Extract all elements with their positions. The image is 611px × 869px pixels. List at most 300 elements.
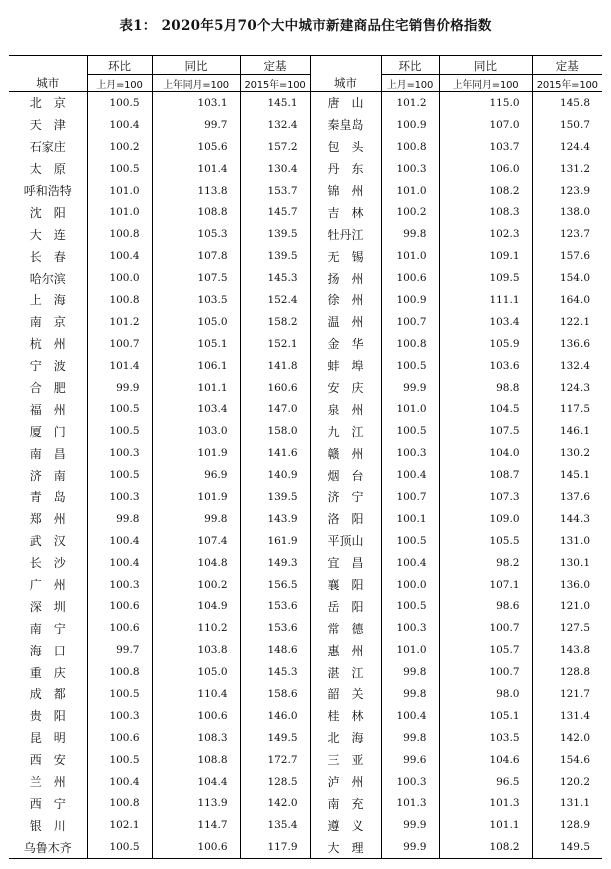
city-name-left: 大 连 xyxy=(29,227,66,242)
mom-value-right: 100.4 xyxy=(381,705,439,727)
mom-value-left: 100.6 xyxy=(87,617,152,639)
mom-value-right: 100.8 xyxy=(381,333,439,355)
yoy-value-left: 99.7 xyxy=(152,114,240,136)
city-name-right: 常 德 xyxy=(310,617,381,639)
mom-value-left: 100.8 xyxy=(87,661,152,683)
fixed-header-left: 定基 xyxy=(240,56,310,75)
table-row xyxy=(9,814,602,836)
city-name-left: 呼和浩特 xyxy=(23,184,72,198)
city-name-right: 扬 州 xyxy=(310,267,381,289)
yoy-base-left: 上年同月=100 xyxy=(152,75,240,92)
yoy-value-right: 108.7 xyxy=(439,464,532,486)
city-name-left: 南 昌 xyxy=(29,446,66,461)
table-row xyxy=(9,749,602,771)
mom-value-left: 100.5 xyxy=(87,398,152,420)
mom-value-right: 99.8 xyxy=(381,223,439,245)
city-name-left: 重 庆 xyxy=(29,665,66,680)
mom-value-right: 101.0 xyxy=(381,639,439,661)
yoy-value-left: 110.4 xyxy=(152,683,240,705)
city-name-right: 温 州 xyxy=(310,311,381,333)
mom-value-left: 100.4 xyxy=(87,114,152,136)
fixed-value-right: 136.6 xyxy=(532,333,602,355)
city-name-right: 大 理 xyxy=(310,836,381,858)
city-name-left: 深 圳 xyxy=(29,599,66,614)
fixed-value-right: 117.5 xyxy=(532,398,602,420)
table-row xyxy=(9,289,602,311)
mom-value-left: 102.1 xyxy=(87,814,152,836)
mom-value-left: 99.9 xyxy=(87,377,152,399)
fixed-value-right: 154.6 xyxy=(532,749,602,771)
yoy-value-left: 104.4 xyxy=(152,771,240,793)
yoy-value-right: 104.6 xyxy=(439,749,532,771)
fixed-value-left: 172.7 xyxy=(240,749,310,771)
fixed-value-left: 152.1 xyxy=(240,333,310,355)
yoy-value-right: 111.1 xyxy=(439,289,532,311)
mom-value-left: 100.5 xyxy=(87,158,152,180)
mom-value-left: 99.8 xyxy=(87,508,152,530)
yoy-value-right: 109.1 xyxy=(439,245,532,267)
mom-value-right: 100.7 xyxy=(381,311,439,333)
fixed-value-left: 141.6 xyxy=(240,442,310,464)
yoy-header-right: 同比 xyxy=(439,56,532,75)
table-row xyxy=(9,267,602,289)
fixed-value-left: 145.7 xyxy=(240,201,310,223)
city-name-right: 南 充 xyxy=(310,793,381,815)
yoy-value-left: 108.8 xyxy=(152,749,240,771)
yoy-value-right: 96.5 xyxy=(439,771,532,793)
mom-value-left: 100.8 xyxy=(87,289,152,311)
city-name-right: 遵 义 xyxy=(310,814,381,836)
mom-value-right: 100.8 xyxy=(381,136,439,158)
yoy-value-right: 100.7 xyxy=(439,617,532,639)
yoy-value-left: 96.9 xyxy=(152,464,240,486)
yoy-base-right: 上年同月=100 xyxy=(439,75,532,92)
fixed-value-left: 153.7 xyxy=(240,180,310,202)
yoy-value-right: 108.2 xyxy=(439,836,532,858)
city-name-left: 郑 州 xyxy=(29,512,66,527)
mom-value-left: 100.5 xyxy=(87,836,152,858)
city-name-right: 唐 山 xyxy=(310,92,381,114)
city-name-left: 长 沙 xyxy=(29,556,66,571)
yoy-value-right: 103.4 xyxy=(439,311,532,333)
city-name-left: 厦 门 xyxy=(29,424,66,439)
yoy-value-right: 102.3 xyxy=(439,223,532,245)
fixed-value-left: 128.5 xyxy=(240,771,310,793)
fixed-value-right: 132.4 xyxy=(532,355,602,377)
mom-value-left: 100.4 xyxy=(87,530,152,552)
fixed-value-right: 164.0 xyxy=(532,289,602,311)
mom-header-right: 环比 xyxy=(381,56,439,75)
table-row xyxy=(9,333,602,355)
fixed-value-left: 152.4 xyxy=(240,289,310,311)
city-name-right: 平顶山 xyxy=(310,530,381,552)
table-row xyxy=(9,508,602,530)
mom-value-right: 100.5 xyxy=(381,355,439,377)
yoy-value-left: 103.4 xyxy=(152,398,240,420)
city-name-right: 岳 阳 xyxy=(310,595,381,617)
fixed-value-right: 124.3 xyxy=(532,377,602,399)
fixed-value-right: 128.9 xyxy=(532,814,602,836)
yoy-value-right: 108.3 xyxy=(439,201,532,223)
mom-value-left: 100.6 xyxy=(87,727,152,749)
table-row xyxy=(9,158,602,180)
fixed-value-right: 131.2 xyxy=(532,158,602,180)
yoy-value-left: 113.9 xyxy=(152,793,240,815)
fixed-value-right: 130.1 xyxy=(532,552,602,574)
city-name-left: 海 口 xyxy=(29,643,66,658)
fixed-value-left: 117.9 xyxy=(240,836,310,858)
fixed-value-left: 130.4 xyxy=(240,158,310,180)
yoy-value-left: 108.8 xyxy=(152,201,240,223)
city-name-left: 太 原 xyxy=(29,162,66,177)
city-name-right: 秦皇岛 xyxy=(310,114,381,136)
fixed-value-left: 146.0 xyxy=(240,705,310,727)
yoy-value-right: 101.3 xyxy=(439,793,532,815)
mom-value-right: 100.9 xyxy=(381,289,439,311)
mom-base-right: 上月=100 xyxy=(381,75,439,92)
city-name-left: 济 南 xyxy=(29,468,66,483)
yoy-value-right: 103.5 xyxy=(439,727,532,749)
city-name-left: 上 海 xyxy=(29,293,66,308)
yoy-value-left: 108.3 xyxy=(152,727,240,749)
mom-value-left: 100.2 xyxy=(87,136,152,158)
yoy-value-right: 115.0 xyxy=(439,92,532,114)
city-name-left: 乌鲁木齐 xyxy=(23,840,72,855)
city-name-right: 安 庆 xyxy=(310,377,381,399)
fixed-value-left: 143.9 xyxy=(240,508,310,530)
city-name-left: 武 汉 xyxy=(29,534,66,549)
fixed-value-left: 158.2 xyxy=(240,311,310,333)
city-name-right: 蚌 埠 xyxy=(310,355,381,377)
city-name-left: 西 安 xyxy=(29,753,66,768)
mom-value-left: 100.8 xyxy=(87,793,152,815)
mom-value-left: 100.3 xyxy=(87,442,152,464)
fixed-value-left: 153.6 xyxy=(240,595,310,617)
table-row xyxy=(9,617,602,639)
mom-value-right: 101.0 xyxy=(381,180,439,202)
fixed-value-left: 142.0 xyxy=(240,793,310,815)
table-row xyxy=(9,136,602,158)
mom-value-left: 100.4 xyxy=(87,771,152,793)
table-row xyxy=(9,245,602,267)
fixed-value-left: 145.3 xyxy=(240,661,310,683)
mom-header-left: 环比 xyxy=(87,56,152,75)
table-row xyxy=(9,530,602,552)
mom-value-right: 100.5 xyxy=(381,420,439,442)
yoy-value-right: 98.0 xyxy=(439,683,532,705)
mom-value-left: 101.2 xyxy=(87,311,152,333)
mom-value-right: 101.0 xyxy=(381,245,439,267)
mom-value-right: 99.9 xyxy=(381,814,439,836)
yoy-value-left: 100.2 xyxy=(152,574,240,596)
mom-value-left: 100.5 xyxy=(87,749,152,771)
mom-value-left: 100.6 xyxy=(87,595,152,617)
table-row xyxy=(9,552,602,574)
city-name-left: 天 津 xyxy=(29,118,66,133)
city-name-right: 烟 台 xyxy=(310,464,381,486)
city-name-left: 哈尔滨 xyxy=(29,271,66,286)
fixed-value-right: 131.4 xyxy=(532,705,602,727)
mom-value-right: 99.8 xyxy=(381,683,439,705)
city-name-left: 沈 阳 xyxy=(29,205,66,220)
table-row xyxy=(9,398,602,420)
fixed-value-right: 124.4 xyxy=(532,136,602,158)
yoy-value-right: 108.2 xyxy=(439,180,532,202)
yoy-value-left: 105.0 xyxy=(152,661,240,683)
mom-value-right: 99.9 xyxy=(381,377,439,399)
city-name-left: 石家庄 xyxy=(29,140,66,155)
mom-value-right: 100.1 xyxy=(381,508,439,530)
yoy-value-right: 106.0 xyxy=(439,158,532,180)
mom-value-left: 100.4 xyxy=(87,245,152,267)
fixed-value-left: 148.6 xyxy=(240,639,310,661)
mom-value-right: 101.0 xyxy=(381,398,439,420)
yoy-value-right: 101.1 xyxy=(439,814,532,836)
city-name-right: 赣 州 xyxy=(310,442,381,464)
yoy-value-left: 106.1 xyxy=(152,355,240,377)
yoy-value-right: 104.5 xyxy=(439,398,532,420)
mom-value-left: 100.7 xyxy=(87,333,152,355)
yoy-value-left: 105.1 xyxy=(152,333,240,355)
city-name-right: 九 江 xyxy=(310,420,381,442)
mom-value-left: 100.5 xyxy=(87,420,152,442)
city-header-left: 城市 xyxy=(9,56,87,92)
fixed-value-right: 121.7 xyxy=(532,683,602,705)
yoy-value-left: 105.3 xyxy=(152,223,240,245)
yoy-value-left: 101.9 xyxy=(152,486,240,508)
yoy-value-right: 98.6 xyxy=(439,595,532,617)
fixed-value-left: 158.6 xyxy=(240,683,310,705)
fixed-value-left: 153.6 xyxy=(240,617,310,639)
fixed-value-left: 149.3 xyxy=(240,552,310,574)
fixed-value-right: 120.2 xyxy=(532,771,602,793)
fixed-value-right: 123.7 xyxy=(532,223,602,245)
yoy-value-left: 113.8 xyxy=(152,180,240,202)
city-name-left: 宁 波 xyxy=(29,359,66,374)
city-name-right: 洛 阳 xyxy=(310,508,381,530)
mom-value-left: 99.7 xyxy=(87,639,152,661)
mom-value-left: 100.5 xyxy=(87,92,152,114)
fixed-value-left: 145.3 xyxy=(240,267,310,289)
mom-value-left: 100.8 xyxy=(87,223,152,245)
city-name-left: 西 宁 xyxy=(29,796,66,811)
fixed-value-left: 158.0 xyxy=(240,420,310,442)
table-row xyxy=(9,727,602,749)
yoy-value-left: 104.8 xyxy=(152,552,240,574)
fixed-value-right: 137.6 xyxy=(532,486,602,508)
yoy-value-right: 105.5 xyxy=(439,530,532,552)
yoy-value-left: 107.8 xyxy=(152,245,240,267)
city-name-right: 泉 州 xyxy=(310,398,381,420)
city-name-left: 南 宁 xyxy=(29,621,66,636)
yoy-value-left: 103.1 xyxy=(152,92,240,114)
city-name-left: 青 岛 xyxy=(29,490,66,505)
mom-value-right: 100.3 xyxy=(381,442,439,464)
city-name-right: 宜 昌 xyxy=(310,552,381,574)
mom-value-left: 101.0 xyxy=(87,201,152,223)
mom-value-right: 100.5 xyxy=(381,530,439,552)
yoy-value-right: 104.0 xyxy=(439,442,532,464)
mom-value-left: 100.3 xyxy=(87,486,152,508)
city-name-right: 惠 州 xyxy=(310,639,381,661)
yoy-value-left: 104.9 xyxy=(152,595,240,617)
yoy-value-left: 110.2 xyxy=(152,617,240,639)
mom-value-right: 100.0 xyxy=(381,574,439,596)
mom-value-left: 100.4 xyxy=(87,552,152,574)
mom-value-right: 101.2 xyxy=(381,92,439,114)
mom-value-right: 100.3 xyxy=(381,617,439,639)
mom-value-right: 99.8 xyxy=(381,661,439,683)
table-row xyxy=(9,180,602,202)
fixed-value-right: 154.0 xyxy=(532,267,602,289)
fixed-value-right: 131.1 xyxy=(532,793,602,815)
yoy-value-right: 109.0 xyxy=(439,508,532,530)
mom-value-right: 99.9 xyxy=(381,836,439,858)
table-row xyxy=(9,486,602,508)
mom-value-left: 100.3 xyxy=(87,574,152,596)
city-name-left: 北 京 xyxy=(29,96,66,111)
fixed-value-right: 130.2 xyxy=(532,442,602,464)
yoy-value-left: 114.7 xyxy=(152,814,240,836)
fixed-value-left: 156.5 xyxy=(240,574,310,596)
yoy-value-left: 103.0 xyxy=(152,420,240,442)
fixed-value-right: 128.8 xyxy=(532,661,602,683)
table-row xyxy=(9,311,602,333)
mom-base-left: 上月=100 xyxy=(87,75,152,92)
city-name-left: 贵 阳 xyxy=(29,709,66,724)
mom-value-left: 101.0 xyxy=(87,180,152,202)
yoy-value-right: 109.5 xyxy=(439,267,532,289)
table-row xyxy=(9,442,602,464)
table-row xyxy=(9,201,602,223)
yoy-value-right: 107.0 xyxy=(439,114,532,136)
yoy-value-left: 103.5 xyxy=(152,289,240,311)
fixed-value-left: 160.6 xyxy=(240,377,310,399)
mom-value-right: 100.9 xyxy=(381,114,439,136)
fixed-value-left: 139.5 xyxy=(240,486,310,508)
table-row xyxy=(9,355,602,377)
fixed-value-left: 135.4 xyxy=(240,814,310,836)
yoy-value-left: 107.5 xyxy=(152,267,240,289)
yoy-value-right: 105.9 xyxy=(439,333,532,355)
table-row xyxy=(9,683,602,705)
fixed-value-right: 157.6 xyxy=(532,245,602,267)
fixed-value-right: 123.9 xyxy=(532,180,602,202)
city-name-right: 襄 阳 xyxy=(310,574,381,596)
city-name-right: 北 海 xyxy=(310,727,381,749)
yoy-value-right: 107.3 xyxy=(439,486,532,508)
city-name-left: 南 京 xyxy=(29,315,66,330)
table-body xyxy=(9,92,602,859)
yoy-value-right: 105.1 xyxy=(439,705,532,727)
table-row xyxy=(9,464,602,486)
fixed-base-right: 2015年=100 xyxy=(532,75,602,92)
yoy-value-left: 105.6 xyxy=(152,136,240,158)
fixed-value-right: 146.1 xyxy=(532,420,602,442)
yoy-value-left: 107.4 xyxy=(152,530,240,552)
mom-value-left: 101.4 xyxy=(87,355,152,377)
table-row xyxy=(9,771,602,793)
table-row xyxy=(9,836,602,858)
yoy-value-left: 100.6 xyxy=(152,705,240,727)
mom-value-left: 100.3 xyxy=(87,705,152,727)
table-row xyxy=(9,793,602,815)
city-name-right: 包 头 xyxy=(310,136,381,158)
table-title: 表1： 2020年5月70个大中城市新建商品住宅销售价格指数 xyxy=(119,18,492,34)
fixed-value-right: 138.0 xyxy=(532,201,602,223)
mom-value-left: 100.5 xyxy=(87,464,152,486)
yoy-value-left: 101.1 xyxy=(152,377,240,399)
yoy-value-right: 107.1 xyxy=(439,574,532,596)
city-name-right: 吉 林 xyxy=(310,201,381,223)
fixed-value-right: 127.5 xyxy=(532,617,602,639)
mom-value-right: 100.3 xyxy=(381,158,439,180)
table-row xyxy=(9,92,602,114)
city-name-right: 徐 州 xyxy=(310,289,381,311)
fixed-value-left: 132.4 xyxy=(240,114,310,136)
city-name-right: 泸 州 xyxy=(310,771,381,793)
fixed-value-right: 131.0 xyxy=(532,530,602,552)
mom-value-left: 100.0 xyxy=(87,267,152,289)
city-name-left: 银 川 xyxy=(29,818,66,833)
mom-value-right: 100.5 xyxy=(381,595,439,617)
fixed-value-right: 142.0 xyxy=(532,727,602,749)
table-row xyxy=(9,114,602,136)
mom-value-left: 100.5 xyxy=(87,683,152,705)
city-name-right: 牡丹江 xyxy=(310,223,381,245)
fixed-value-left: 157.2 xyxy=(240,136,310,158)
mom-value-right: 99.6 xyxy=(381,749,439,771)
yoy-header-left: 同比 xyxy=(152,56,240,75)
table-row xyxy=(9,377,602,399)
fixed-value-left: 139.5 xyxy=(240,223,310,245)
city-name-left: 兰 州 xyxy=(29,775,66,790)
fixed-value-left: 147.0 xyxy=(240,398,310,420)
fixed-value-right: 145.8 xyxy=(532,92,602,114)
fixed-value-right: 122.1 xyxy=(532,311,602,333)
fixed-value-left: 145.1 xyxy=(240,92,310,114)
yoy-value-left: 99.8 xyxy=(152,508,240,530)
price-index-table xyxy=(9,55,602,859)
yoy-value-right: 100.7 xyxy=(439,661,532,683)
city-name-right: 济 宁 xyxy=(310,486,381,508)
city-name-right: 桂 林 xyxy=(310,705,381,727)
fixed-base-left: 2015年=100 xyxy=(240,75,310,92)
table-row xyxy=(9,574,602,596)
mom-value-right: 100.3 xyxy=(381,771,439,793)
city-header-right: 城市 xyxy=(310,56,381,92)
fixed-value-right: 136.0 xyxy=(532,574,602,596)
city-name-left: 福 州 xyxy=(29,402,66,417)
table-row xyxy=(9,595,602,617)
city-name-right: 无 锡 xyxy=(310,245,381,267)
yoy-value-right: 103.7 xyxy=(439,136,532,158)
yoy-value-left: 105.0 xyxy=(152,311,240,333)
yoy-value-left: 101.9 xyxy=(152,442,240,464)
yoy-value-right: 105.7 xyxy=(439,639,532,661)
fixed-value-left: 140.9 xyxy=(240,464,310,486)
fixed-value-right: 144.3 xyxy=(532,508,602,530)
fixed-value-left: 149.5 xyxy=(240,727,310,749)
yoy-value-right: 98.2 xyxy=(439,552,532,574)
yoy-value-left: 101.4 xyxy=(152,158,240,180)
city-name-right: 韶 关 xyxy=(310,683,381,705)
city-name-right: 金 华 xyxy=(310,333,381,355)
table-row xyxy=(9,420,602,442)
city-name-right: 锦 州 xyxy=(310,180,381,202)
fixed-value-right: 145.1 xyxy=(532,464,602,486)
fixed-value-right: 121.0 xyxy=(532,595,602,617)
